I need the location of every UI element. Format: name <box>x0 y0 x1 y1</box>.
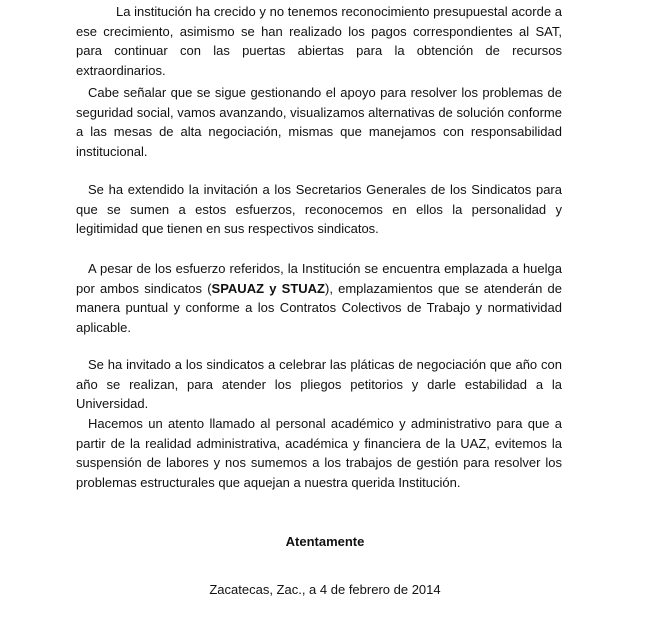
paragraph-social-security-text: Cabe señalar que se sigue gestionando el apoyo para resolver los problemas de seguridad social, vamos avanzando, visualizamos alternativas de solución conforme a las mesas de alta negociación, mismas que manejamos con responsabilidad institucional. <box>76 85 562 159</box>
paragraph-union-invitation-text: Se ha extendido la invitación a los Secretarios Generales de los Sindicatos para que se sumen a estos esfuerzos, reconocemos en ellos la personalidad y legitimidad que tienen en sus respectivos sindicatos. <box>76 182 562 236</box>
paragraph-budget <box>76 2 562 80</box>
paragraph-call-to-action <box>76 414 562 492</box>
paragraph-budget-text: La institución ha crecido y no tenemos reconocimiento presupuestal acorde a ese crecimiento, asimismo se han realizado los pagos correspondientes al SAT, para continuar con las puertas abiertas para la obtención de recursos extraordinarios. <box>76 4 562 78</box>
paragraph-strike-notice <box>76 259 562 337</box>
place-and-date: Zacatecas, Zac., a 4 de febrero de 2014 <box>209 582 441 597</box>
paragraph-negotiation-text: Se ha invitado a los sindicatos a celebrar las pláticas de negociación que año con año se realizan, para atender los pliegos petitorios y darle estabilidad a la Universidad. <box>76 357 562 411</box>
paragraph-call-to-action-text: Hacemos un atento llamado al personal académico y administrativo para que a partir de la realidad administrativa, académica y financiera de la UAZ, evitemos la suspensión de labores y nos sumemos a los trabajos de gestión para resolver los problemas estructurales que aquejan a nuestra querida Institución. <box>76 416 562 490</box>
closing-salutation: Atentamente <box>285 534 365 549</box>
paragraph-strike-after: ), emplazamientos que se atenderán de manera puntual y conforme a los Contratos Colectivos de Trabajo y normatividad aplicable. <box>76 280 563 335</box>
paragraph-social-security <box>76 83 562 161</box>
paragraph-negotiation <box>76 355 562 414</box>
unions-bold: SPAUAZ y STUAZ <box>211 280 325 296</box>
paragraph-union-invitation <box>76 180 562 239</box>
paragraph-strike-before: A pesar de los esfuerzo referidos, la Institución se encuentra emplazada a huelga por ambos sindicatos ( <box>76 261 562 296</box>
